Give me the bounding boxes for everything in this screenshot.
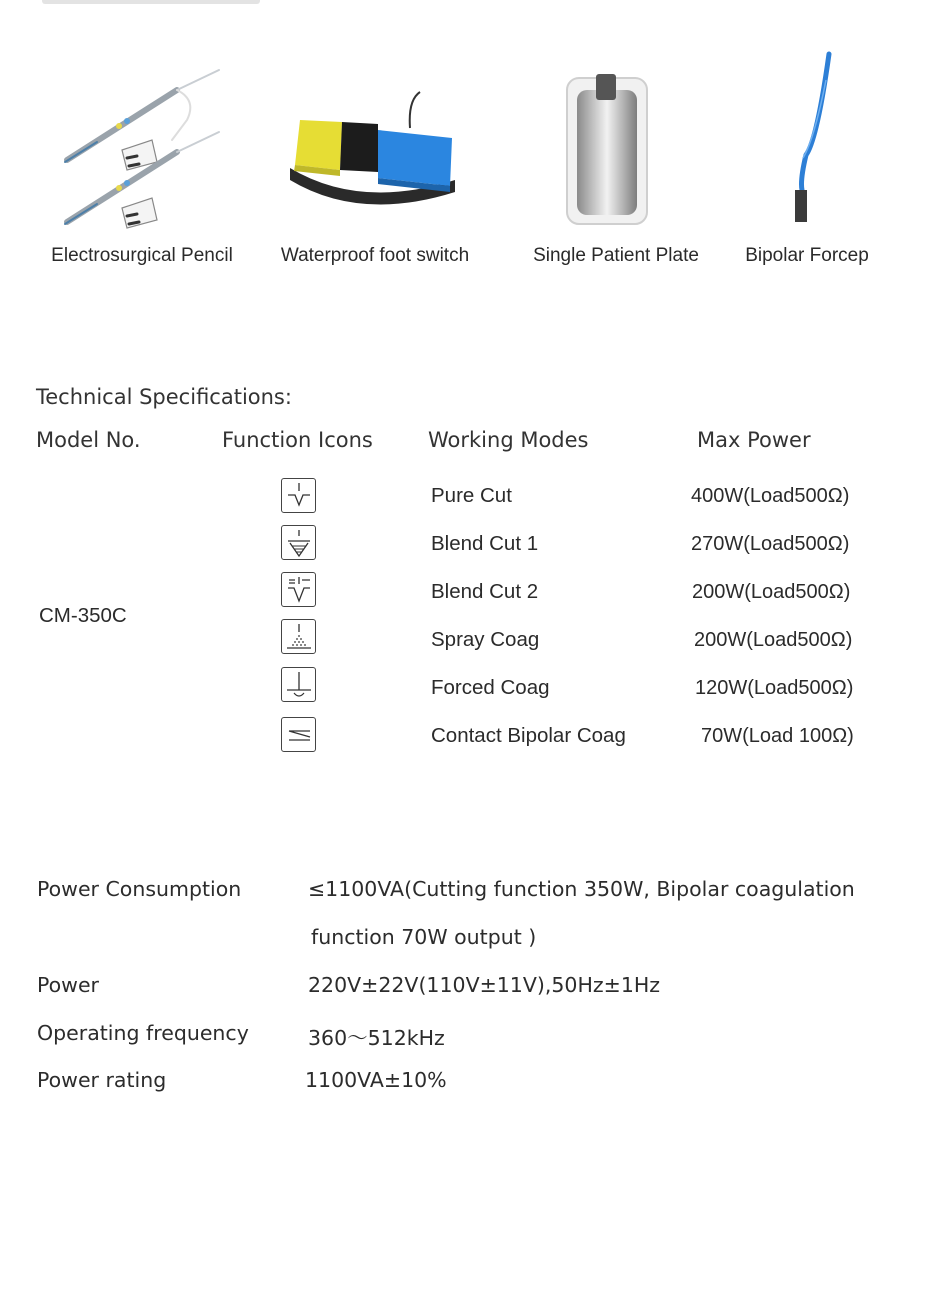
header-max-power: Max Power [697, 428, 811, 452]
spec-value: 1100VA±10% [305, 1068, 447, 1092]
spec-value-continued: function 70W output ) [311, 925, 537, 949]
blend-cut-1-icon [281, 525, 316, 560]
pure-cut-icon [281, 478, 316, 513]
mode-label: Spray Coag [431, 628, 540, 651]
header-model: Model No. [36, 428, 141, 452]
product-caption: Bipolar Forcep [745, 245, 869, 266]
bipolar-forcep-icon [692, 40, 922, 240]
mode-label: Pure Cut [431, 484, 512, 507]
tech-specs-title: Technical Specifications: [36, 385, 292, 409]
spec-value: 360～512kHz [308, 1026, 445, 1050]
forced-coag-icon [281, 667, 316, 702]
max-power-value: 120W(Load500Ω) [695, 677, 854, 699]
spec-label: Power rating [37, 1068, 167, 1092]
electrosurgical-pencil-icon [27, 40, 257, 240]
spec-label: Power [37, 973, 99, 997]
blend-cut-2-icon [281, 572, 316, 607]
spec-value: 220V±22V(110V±11V),50Hz±1Hz [308, 973, 661, 997]
max-power-value: 200W(Load500Ω) [694, 629, 853, 651]
spec-label: Operating frequency [37, 1021, 249, 1045]
product-foot-switch [260, 40, 490, 290]
max-power-value: 70W(Load 100Ω) [701, 725, 854, 747]
max-power-value: 200W(Load500Ω) [692, 581, 851, 603]
top-divider [42, 0, 260, 4]
spec-label: Power Consumption [37, 877, 242, 901]
product-electrosurgical-pencil [27, 40, 257, 290]
product-caption: Single Patient Plate [533, 245, 699, 266]
spec-value: ≤1100VA(Cutting function 350W, Bipolar coagulation [308, 877, 855, 901]
mode-label: Contact Bipolar Coag [431, 724, 626, 747]
foot-switch-icon [260, 40, 490, 240]
contact-bipolar-coag-icon [281, 717, 316, 752]
mode-label: Forced Coag [431, 676, 550, 699]
max-power-value: 270W(Load500Ω) [691, 533, 850, 555]
product-caption: Electrosurgical Pencil [51, 245, 233, 266]
product-caption: Waterproof foot switch [280, 245, 470, 266]
header-working-modes: Working Modes [428, 428, 589, 452]
mode-label: Blend Cut 1 [431, 532, 539, 555]
model-number: CM-350C [39, 604, 127, 627]
header-function-icons: Function Icons [222, 428, 373, 452]
mode-label: Blend Cut 2 [431, 580, 539, 603]
max-power-value: 400W(Load500Ω) [691, 485, 850, 507]
spray-coag-icon [281, 619, 316, 654]
product-bipolar-forcep [692, 40, 922, 290]
